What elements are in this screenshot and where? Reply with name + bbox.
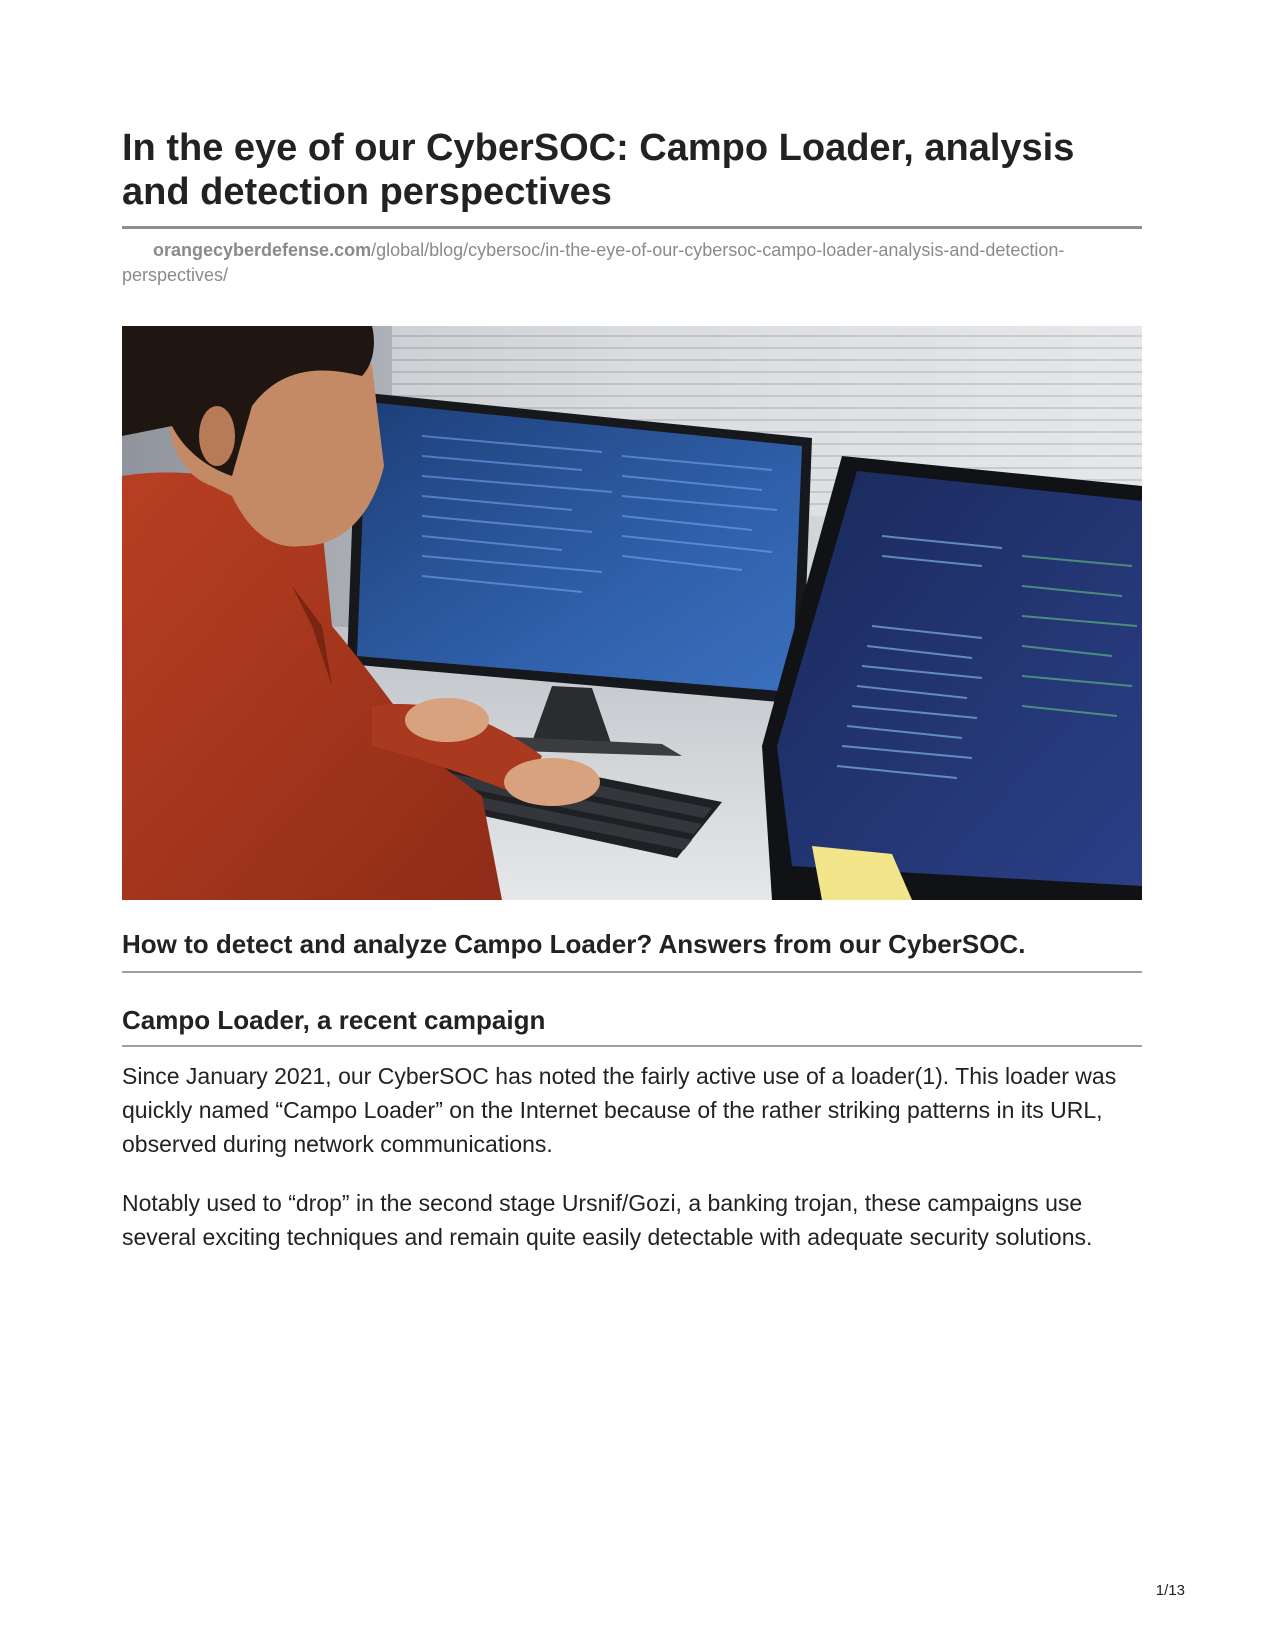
source-domain: orangecyberdefense.com (153, 240, 372, 260)
paragraph-2: Notably used to “drop” in the second stage Ursnif/Gozi, a banking trojan, these campaigns use several exciting techniques and remain quite easily detectable with adequate security solutions. (122, 1190, 1093, 1250)
section-heading: Campo Loader, a recent campaign (122, 1005, 546, 1035)
page-number: 1/13 (1155, 1582, 1185, 1599)
article-subtitle: How to detect and analyze Campo Loader? Answers from our CyberSOC. (122, 929, 1026, 959)
article-title: In the eye of our CyberSOC: Campo Loader, analysis and detection perspectives (122, 127, 1075, 213)
source-url[interactable] (122, 238, 1142, 288)
hero-image (122, 326, 1142, 900)
paragraph-1: Since January 2021, our CyberSOC has noted the fairly active use of a loader(1). This loader was quickly named “Campo Loader” on the Internet because of the rather striking patterns in its URL, observed during network communications. (122, 1063, 1117, 1157)
title-divider (122, 226, 1142, 229)
section-divider (122, 1045, 1142, 1047)
subtitle-divider (122, 971, 1142, 973)
source-path: /global/blog/cybersoc/in-the-eye-of-our-cybersoc-campo-loader-analysis-and-detection-perspectives/ (122, 240, 1065, 285)
